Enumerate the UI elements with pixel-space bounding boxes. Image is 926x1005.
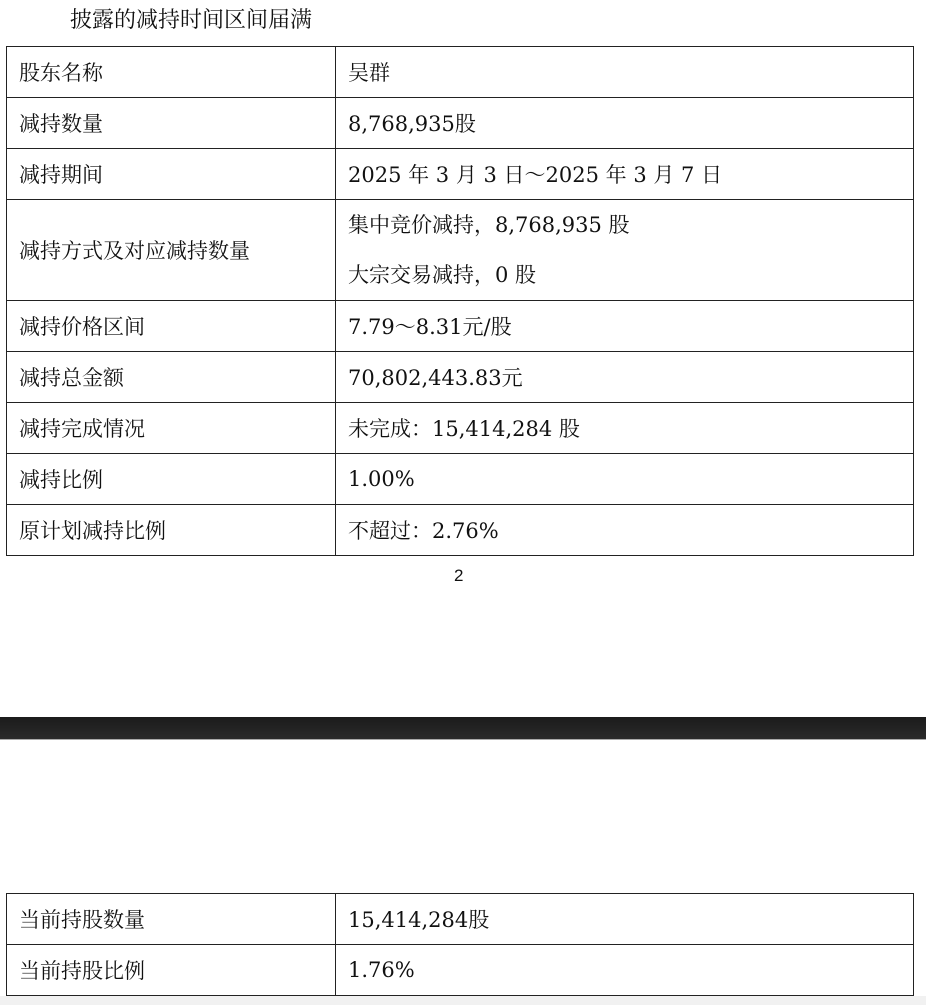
page-separator (0, 717, 926, 740)
row-value: 1.76% (336, 945, 914, 996)
row-value: 未完成：15,414,284 股 (336, 403, 914, 454)
page-bottom-edge (0, 996, 926, 1005)
row-value (336, 200, 914, 301)
table-row (7, 149, 914, 200)
table-row (7, 505, 914, 556)
row-label: 减持价格区间 (7, 301, 336, 352)
page-number: 2 (454, 566, 464, 585)
row-value: 15,414,284股 (336, 894, 914, 945)
row-label: 减持数量 (7, 98, 336, 149)
row-value: 70,802,443.83元 (336, 352, 914, 403)
table-row (7, 403, 914, 454)
row-value: 不超过：2.76% (336, 505, 914, 556)
reduction-details-table (6, 46, 914, 556)
row-value: 8,768,935股 (336, 98, 914, 149)
section-title: 披露的减持时间区间届满 (70, 8, 313, 33)
row-label: 当前持股数量 (7, 894, 336, 945)
row-label: 减持方式及对应减持数量 (7, 200, 336, 301)
row-value: 1.00% (336, 454, 914, 505)
row-label: 减持期间 (7, 149, 336, 200)
current-holdings-table (6, 893, 914, 996)
row-label: 原计划减持比例 (7, 505, 336, 556)
row-value: 吴群 (336, 47, 914, 98)
row-label: 股东名称 (7, 47, 336, 98)
row-label: 减持完成情况 (7, 403, 336, 454)
row-value: 2025 年 3 月 3 日～2025 年 3 月 7 日 (336, 149, 914, 200)
table-row (7, 98, 914, 149)
table-row (7, 945, 914, 996)
table-row (7, 894, 914, 945)
row-label: 减持比例 (7, 454, 336, 505)
table-row (7, 352, 914, 403)
table-row (7, 47, 914, 98)
table-row (7, 200, 914, 301)
method-line: 集中竞价减持，8,768,935 股 (348, 213, 630, 237)
row-label: 减持总金额 (7, 352, 336, 403)
method-line: 大宗交易减持，0 股 (348, 263, 537, 287)
row-label: 当前持股比例 (7, 945, 336, 996)
table-row (7, 301, 914, 352)
row-value: 7.79～8.31元/股 (336, 301, 914, 352)
table-row (7, 454, 914, 505)
